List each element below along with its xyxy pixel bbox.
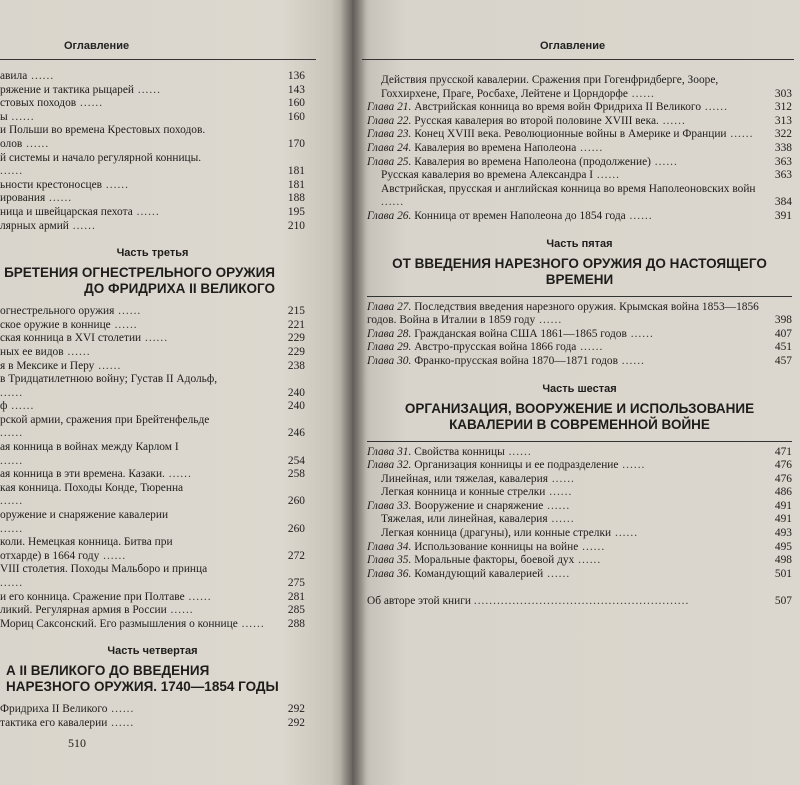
entry-page: 254	[287, 454, 305, 467]
toc-entry	[0, 717, 305, 731]
entry-page: 258	[287, 468, 305, 481]
toc-entry	[0, 111, 305, 125]
entry-page: 398	[774, 314, 792, 327]
chapter-prefix: Глава 36.	[367, 567, 412, 580]
chapter-prefix: Глава 27.	[367, 300, 412, 313]
right-page	[352, 0, 800, 785]
entry-page: 491	[774, 513, 792, 526]
toc-entry	[0, 220, 305, 234]
leader-dots: ......	[184, 590, 212, 603]
leader-dots: ......	[107, 703, 135, 716]
entry-page: 195	[287, 205, 305, 218]
left-toc-group-c	[0, 703, 305, 730]
page-number: 510	[68, 736, 86, 750]
part6-rule	[367, 441, 792, 442]
entry-text: ных ее видов	[0, 345, 64, 358]
toc-entry	[367, 513, 792, 527]
leader-dots: ......	[618, 459, 646, 472]
entry-page: 238	[287, 359, 305, 372]
leader-dots: ......	[627, 87, 655, 100]
entry-page: 476	[774, 472, 792, 485]
leader-dots: ......	[107, 716, 135, 729]
entry-page: 288	[287, 617, 305, 630]
entry-text: Гражданская война США 1861—1865 годов	[414, 327, 627, 340]
entry-page: 136	[287, 70, 305, 82]
entry-text: Русская кавалерия во второй половине XVIII века.	[414, 114, 659, 127]
entry-text: Легкая конница (драгуны), или конные стрелки	[381, 527, 612, 540]
entry-text: Организация конницы и ее подразделение	[414, 459, 619, 472]
entry-text: Вооружение и снаряжение	[414, 499, 544, 512]
entry-page: 312	[774, 101, 792, 114]
toc-entry	[367, 183, 792, 210]
entry-text: й системы и начало регулярной конницы.	[0, 151, 202, 164]
right-toc-group-c	[367, 446, 792, 582]
leader-dots: ......	[0, 427, 24, 440]
toc-entry	[0, 509, 305, 523]
entry-page: 272	[287, 549, 305, 562]
toc-entry	[367, 568, 792, 582]
toc-entry	[367, 473, 792, 487]
part4-title: А II ВЕЛИКОГО ДО ВВЕДЕНИЯ НАРЕЗНОГО ОРУЖИЯ. 1740—1854 ГОДЫ	[6, 663, 279, 695]
toc-entry	[0, 482, 305, 496]
entry-text: и его конница. Сражение при Полтаве	[0, 590, 185, 603]
toc-entry	[0, 138, 305, 152]
toc-entry	[367, 210, 792, 224]
leader-dots: ......	[535, 314, 563, 327]
leader-dots: ......	[99, 549, 127, 562]
entry-page: 260	[287, 495, 305, 508]
leader-dots: ......	[701, 101, 728, 114]
leader-dots: ......	[7, 110, 35, 123]
leader-dots: ......	[27, 70, 55, 82]
entry-text: рской армии, сражения при Брейтенфельде	[0, 413, 210, 426]
entry-page: 491	[774, 499, 792, 512]
toc-entry	[0, 468, 305, 482]
leader-dots: ......	[114, 305, 142, 318]
entry-text: VIII столетия. Походы Мальборо и принца	[0, 563, 208, 576]
leader-dots: ......	[504, 445, 532, 458]
toc-entry	[0, 124, 305, 138]
chapter-prefix: Глава 25.	[367, 155, 412, 168]
entry-text: огнестрельного оружия	[0, 305, 115, 318]
entry-text: в Тридцатилетнюю войну; Густав II Адольф,	[0, 373, 218, 386]
entry-text: Фридриха II Великого	[0, 703, 108, 716]
entry-text: коли. Немецкая конница. Битва при	[0, 536, 173, 549]
toc-entry	[0, 455, 305, 469]
chapter-prefix: Глава 28.	[367, 327, 412, 340]
leader-dots: ......	[0, 577, 24, 589]
toc-entry	[0, 360, 305, 374]
part4-label: Часть четвертая	[107, 645, 198, 658]
toc-entry	[0, 84, 305, 98]
toc-entry	[0, 319, 305, 333]
entry-page: 181	[287, 178, 305, 191]
leader-dots: ......	[63, 345, 91, 358]
entry-page: 338	[774, 141, 792, 154]
leader-dots: ......	[626, 327, 654, 340]
entry-page: 260	[287, 522, 305, 535]
entry-page: 303	[774, 87, 792, 100]
toc-entry	[367, 128, 792, 142]
entry-page: 160	[287, 110, 305, 123]
toc-entry	[0, 703, 305, 717]
part6-title: ОРГАНИЗАЦИЯ, ВООРУЖЕНИЕ И ИСПОЛЬЗОВАНИЕ КАВАЛЕРИИ В СОВРЕМЕННОЙ ВОЙНЕ	[404, 400, 755, 432]
leader-dots: ......	[110, 318, 138, 331]
toc-entry	[0, 427, 305, 441]
chapter-prefix: Глава 23.	[367, 128, 412, 141]
toc-entry	[0, 400, 305, 414]
toc-entry	[0, 346, 305, 360]
entry-page: 363	[774, 155, 792, 168]
toc-entry	[0, 604, 305, 618]
entry-text: кая конница. Походы Конде, Тюренна	[0, 481, 184, 494]
entry-page: 240	[287, 400, 305, 413]
toc-entry	[0, 332, 305, 346]
leader-dots: ......	[0, 454, 24, 467]
entry-text: ьности крестоносцев	[0, 178, 103, 191]
toc-entry	[367, 486, 792, 500]
leader-dots: ......	[22, 137, 50, 150]
chapter-prefix: Глава 34.	[367, 540, 412, 553]
leader-dots: ......	[574, 554, 602, 567]
author-entry-page: 507	[774, 595, 792, 608]
part3-title: БРЕТЕНИЯ ОГНЕСТРЕЛЬНОГО ОРУЖИЯ ДО ФРИДРИХА II ВЕЛИКОГО	[4, 265, 275, 297]
entry-text: Австро-прусская война 1866 года	[414, 341, 577, 354]
entry-text: ирования	[0, 192, 46, 205]
entry-text: ская конница в XVI столетии	[0, 332, 142, 345]
entry-page: 407	[774, 327, 792, 340]
left-running-header: Оглавление	[64, 40, 130, 52]
part3-label: Часть третья	[116, 247, 189, 260]
leader-dots: ......	[7, 400, 35, 413]
chapter-prefix: Глава 30.	[367, 354, 412, 367]
leader-dots: ......	[0, 495, 24, 508]
leader-dots: ......	[545, 486, 573, 499]
entry-page: 215	[287, 305, 305, 318]
toc-entry	[0, 495, 305, 509]
entry-text: Австрийская конница во время войн Фридриха II Великого	[414, 101, 702, 114]
left-toc-group-b	[0, 305, 305, 631]
toc-entry	[367, 541, 792, 555]
toc-entry	[0, 591, 305, 605]
toc-entry	[367, 115, 792, 129]
entry-text: Использование конницы на войне	[414, 540, 579, 553]
leader-dots: ......	[576, 341, 604, 354]
leader-dots: ......	[134, 83, 161, 96]
entry-text: авила	[0, 70, 28, 82]
toc-entry	[0, 441, 305, 455]
toc-entry	[0, 387, 305, 401]
leader-dots: ......	[726, 128, 754, 141]
right-toc-group-b	[367, 301, 792, 369]
entry-page: 221	[287, 318, 305, 331]
toc-entry	[367, 328, 792, 342]
left-page	[0, 0, 352, 785]
entry-page: 486	[774, 486, 792, 499]
entry-text: Мориц Саксонский. Его размышления о коннице	[0, 617, 238, 630]
entry-text: тактика его кавалерии	[0, 716, 108, 729]
entry-text: ское оружие в коннице	[0, 318, 111, 331]
part5-title: ОТ ВВЕДЕНИЯ НАРЕЗНОГО ОРУЖИЯ ДО НАСТОЯЩЕГО ВРЕМЕНИ	[392, 255, 767, 287]
entry-page: 451	[774, 341, 792, 354]
entry-page: 292	[287, 703, 305, 716]
entry-page: 493	[774, 527, 792, 540]
entry-text: Кавалерия во времена Наполеона	[414, 141, 577, 154]
chapter-prefix: Глава 35.	[367, 554, 412, 567]
entry-text: олов	[0, 137, 23, 150]
entry-text: Легкая конница и конные стрелки	[381, 486, 546, 499]
toc-entry	[0, 97, 305, 111]
entry-page: 285	[287, 604, 305, 617]
left-header-rule	[0, 59, 316, 60]
leader-dots: ......	[578, 540, 606, 553]
toc-entry	[0, 618, 305, 632]
entry-text: ы	[0, 110, 8, 123]
toc-entry	[367, 554, 792, 568]
entry-page: 292	[287, 716, 305, 729]
author-entry-text: Об авторе этой книги	[367, 595, 471, 608]
toc-entry	[0, 206, 305, 220]
chapter-prefix: Глава 22.	[367, 114, 412, 127]
toc-entry	[367, 156, 792, 170]
entry-text: ряжение и тактика рыцарей	[0, 83, 134, 96]
entry-text: Австрийская, прусская и английская конница во время Наполеоновских войн	[381, 182, 756, 195]
entry-page: 210	[287, 219, 305, 232]
toc-entry	[367, 101, 792, 115]
leader-dots: ......	[617, 354, 645, 367]
entry-text: Последствия введения нарезного оружия. Крымская война 1853—1856 годов. Война в Италии в 1859 году	[367, 300, 759, 327]
entry-page: 498	[774, 554, 792, 567]
entry-text: Конница от времен Наполеона до 1854 года	[414, 209, 626, 222]
part5-rule	[367, 296, 792, 297]
toc-entry	[367, 527, 792, 541]
toc-entry	[367, 341, 792, 355]
entry-page: 143	[287, 83, 305, 96]
entry-text: лярных армий	[0, 219, 69, 232]
toc-entry	[367, 142, 792, 156]
toc-entry	[0, 577, 305, 591]
chapter-prefix: Глава 33.	[367, 499, 412, 512]
entry-page: 457	[774, 354, 792, 367]
leader-dots: ......	[650, 155, 678, 168]
entry-page: 391	[774, 209, 792, 222]
leader-dots: ......	[164, 468, 192, 481]
entry-page: 281	[287, 590, 305, 603]
toc-entry	[367, 500, 792, 514]
entry-text: ая конница в эти времена. Казаки.	[0, 468, 165, 481]
entry-page: 501	[774, 567, 792, 580]
toc-entry	[0, 192, 305, 206]
leader-dots: ......	[76, 97, 104, 110]
entry-text: ф	[0, 400, 8, 413]
right-toc	[367, 74, 792, 609]
entry-text: ликий. Регулярная армия в России	[0, 604, 167, 617]
left-toc-group-a	[0, 70, 305, 233]
entry-text: Русская кавалерия во времена Александра I	[381, 169, 594, 182]
chapter-prefix: Глава 24.	[367, 141, 412, 154]
entry-page: 181	[287, 165, 305, 178]
leader-dots: ......	[141, 332, 169, 345]
leader-dots: ......	[658, 114, 686, 127]
entry-text: ая конница в войнах между Карлом I	[0, 441, 179, 454]
entry-text: Командующий кавалерией	[414, 567, 544, 580]
chapter-prefix: Глава 26.	[367, 209, 412, 222]
right-running-header: Оглавление	[540, 40, 606, 52]
chapter-prefix: Глава 29.	[367, 341, 412, 354]
toc-entry	[367, 301, 792, 328]
leader-dots: ......	[102, 178, 129, 191]
leader-dots: ......	[132, 205, 160, 218]
right-toc-group-a	[367, 74, 792, 224]
entry-page: 240	[287, 386, 305, 399]
entry-page: 322	[774, 128, 792, 141]
chapter-prefix: Глава 31.	[367, 445, 412, 458]
leader-dots: ......	[0, 522, 24, 535]
entry-text: оружение и снаряжение кавалерии	[0, 509, 169, 522]
leader-dots: ......	[0, 165, 24, 178]
leader-dots: ......	[543, 567, 571, 580]
entry-page: 170	[287, 137, 305, 150]
entry-page: 229	[287, 332, 305, 345]
entry-page: 476	[774, 459, 792, 472]
toc-entry	[367, 169, 792, 183]
leader-dots: ........................................................	[473, 595, 690, 608]
leader-dots: ......	[593, 169, 620, 182]
leader-dots: ......	[45, 192, 73, 205]
toc-entry	[367, 355, 792, 369]
toc-entry	[0, 179, 305, 193]
entry-text: Свойства конницы	[414, 445, 505, 458]
entry-text: Линейная, или тяжелая, кавалерия	[381, 472, 548, 485]
leader-dots: ......	[381, 196, 405, 209]
entry-page: 229	[287, 345, 305, 358]
toc-entry	[0, 536, 305, 550]
leader-dots: ......	[547, 472, 575, 485]
entry-page: 471	[774, 445, 792, 458]
leader-dots: ......	[166, 604, 194, 617]
right-header-rule	[362, 59, 794, 60]
leader-dots: ......	[68, 219, 96, 232]
entry-text: я в Мексике и Перу	[0, 359, 95, 372]
entry-text: ница и швейцарская пехота	[0, 205, 133, 218]
part6-label: Часть шестая	[542, 382, 617, 395]
leader-dots: ......	[625, 209, 653, 222]
entry-page: 363	[774, 169, 792, 182]
entry-page: 313	[774, 114, 792, 127]
toc-entry	[0, 550, 305, 564]
entry-page: 384	[774, 196, 792, 209]
entry-text: Франко-прусская война 1870—1871 годов	[414, 354, 618, 367]
toc-entry	[367, 74, 792, 101]
entry-text: Тяжелая, или линейная, кавалерия	[381, 513, 548, 526]
chapter-prefix: Глава 32.	[367, 459, 412, 472]
left-toc	[0, 70, 305, 731]
leader-dots: ......	[94, 359, 122, 372]
entry-text: Кавалерия во времена Наполеона (продолжение)	[414, 155, 651, 168]
leader-dots: ......	[611, 527, 639, 540]
part5-label: Часть пятая	[546, 237, 613, 250]
entry-page: 275	[287, 577, 305, 589]
leader-dots: ......	[576, 141, 604, 154]
toc-entry	[367, 446, 792, 460]
toc-entry	[0, 523, 305, 537]
toc-entry	[0, 563, 305, 577]
entry-text: стовых походов	[0, 97, 77, 110]
toc-entry	[367, 459, 792, 473]
toc-entry	[0, 305, 305, 319]
entry-text: и Польши во времена Крестовых походов.	[0, 124, 206, 137]
author-entry	[367, 595, 792, 609]
leader-dots: ......	[543, 499, 571, 512]
entry-page: 246	[287, 427, 305, 440]
toc-entry	[0, 165, 305, 179]
toc-entry	[0, 373, 305, 387]
chapter-prefix: Глава 21.	[367, 101, 412, 114]
toc-entry	[0, 70, 305, 84]
entry-page: 160	[287, 97, 305, 110]
toc-entry	[0, 414, 305, 428]
entry-text: Действия прусской кавалерии. Сражения при Гогенфридберге, Зооре, Гоххирхене, Праге, Росбахе, Лейтене и Цорндорфе	[381, 74, 719, 100]
entry-page: 495	[774, 540, 792, 553]
entry-text: отхарде) в 1664 году	[0, 549, 100, 562]
leader-dots: ......	[0, 386, 24, 399]
entry-page: 188	[287, 192, 305, 205]
leader-dots: ......	[547, 513, 575, 526]
entry-text: Моральные факторы, боевой дух	[414, 554, 575, 567]
leader-dots: ......	[237, 617, 265, 630]
toc-entry	[0, 152, 305, 166]
entry-text: Конец XVIII века. Революционные войны в Америке и Франции	[414, 128, 727, 141]
